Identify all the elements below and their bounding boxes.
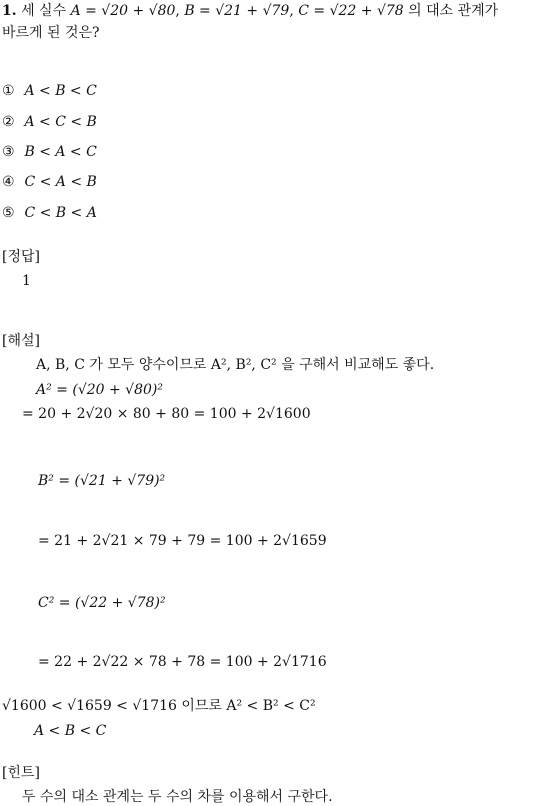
equation-c: C = √22 + √78 xyxy=(298,3,404,19)
solution-comparison: √1600 < √1659 < √1716 이므로 A² < B² < C² xyxy=(2,698,316,714)
option-3-text: B < A < C xyxy=(24,144,97,160)
problem-line-1: 1. 세 실수 A = √20 + √80, B = √21 + √79, C = √22 + √78 의 대소 관계가 xyxy=(2,3,499,19)
problem-number: 1. xyxy=(2,3,17,19)
option-5-mark: ⑤ xyxy=(2,205,15,221)
hint-text: 두 수의 대소 관계는 두 수의 차를 이용해서 구한다. xyxy=(22,789,333,805)
solution-conclusion: A < B < C xyxy=(34,723,107,739)
answer-label: [정답] xyxy=(2,249,40,265)
option-4[interactable] xyxy=(2,173,97,191)
solution-b-expanded: = 21 + 2√21 × 79 + 79 = 100 + 2√1659 xyxy=(38,533,327,549)
option-4-mark: ④ xyxy=(2,174,15,190)
option-1-text: A < B < C xyxy=(24,83,97,99)
option-5[interactable] xyxy=(2,204,97,222)
option-3-mark: ③ xyxy=(2,144,15,160)
option-5-text: C < B < A xyxy=(24,205,97,221)
solution-intro: A, B, C 가 모두 양수이므로 A², B², C² 을 구해서 비교해도 좋다. xyxy=(36,357,435,373)
problem-intro-text: 세 실수 xyxy=(21,3,67,19)
solution-c-squared: C² = (√22 + √78)² xyxy=(38,595,166,611)
option-1[interactable] xyxy=(2,82,97,100)
solution-b-squared: B² = (√21 + √79)² xyxy=(38,473,166,489)
solution-a-expanded: = 20 + 2√20 × 80 + 80 = 100 + 2√1600 xyxy=(22,406,311,422)
option-2-mark: ② xyxy=(2,114,15,130)
option-2-text: A < C < B xyxy=(24,114,97,130)
hint-label: [힌트] xyxy=(2,765,40,781)
problem-line-2: 바르게 된 것은? xyxy=(2,25,100,41)
solution-label: [해설] xyxy=(2,333,40,349)
option-3[interactable] xyxy=(2,143,97,161)
option-1-mark: ① xyxy=(2,83,15,99)
option-4-text: C < A < B xyxy=(24,174,97,190)
equation-a: A = √20 + √80 xyxy=(70,3,176,19)
problem-tail-text: 의 대소 관계가 xyxy=(408,3,499,19)
option-2[interactable] xyxy=(2,113,97,131)
solution-c-expanded: = 22 + 2√22 × 78 + 78 = 100 + 2√1716 xyxy=(38,654,327,670)
answer-value: 1 xyxy=(22,273,31,289)
solution-a-squared: A² = (√20 + √80)² xyxy=(36,382,163,398)
equation-b: B = √21 + √79 xyxy=(184,3,290,19)
